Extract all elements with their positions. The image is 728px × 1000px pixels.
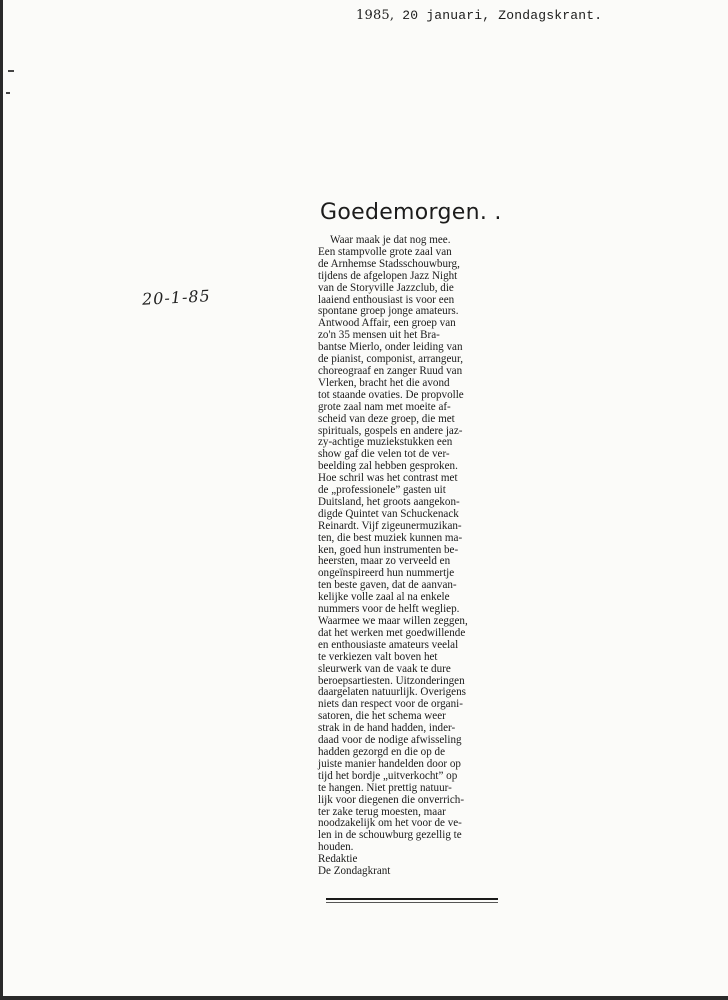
article-line: lijk voor diegenen die onverrich- bbox=[318, 793, 465, 806]
article-line: spirituals, gospels en andere jaz- bbox=[318, 424, 463, 437]
article-line: de „professionele” gasten uit bbox=[318, 484, 446, 497]
article-line: beelding zal hebben gesproken. bbox=[318, 460, 458, 473]
article-line: beroepsartiesten. Uitzonderingen bbox=[318, 674, 465, 687]
signature-line: Redaktie bbox=[318, 853, 358, 866]
article-line: tijdens de afgelopen Jazz Night bbox=[318, 269, 458, 282]
article-line: ten beste gaven, dat de aanvan- bbox=[318, 579, 457, 592]
article-line: en enthousiaste amateurs veelal bbox=[318, 638, 459, 651]
article-line: tijd het bordje „uitverkocht” op bbox=[318, 769, 458, 782]
article-line: sleurwerk van de vaak te dure bbox=[318, 662, 451, 675]
article-headline: Goedemorgen. . bbox=[320, 200, 502, 225]
article-line: kelijke volle zaal al na enkele bbox=[318, 591, 450, 604]
article-line: laaiend enthousiast is voor een bbox=[318, 293, 455, 306]
header-date-line bbox=[356, 8, 726, 23]
article-body bbox=[318, 235, 506, 854]
article-line: ongeïnspireerd hun nummertje bbox=[318, 567, 455, 580]
article-signature bbox=[318, 854, 506, 878]
article-line: van de Storyville Jazzclub, die bbox=[318, 281, 454, 294]
article-line: hadden gezorgd en die op de bbox=[318, 745, 446, 758]
margin-mark bbox=[6, 92, 10, 94]
article-line: scheid van deze groep, die met bbox=[318, 412, 455, 425]
article-line: bantse Mierlo, onder leiding van bbox=[318, 341, 463, 354]
article-line: Vlerken, bracht het die avond bbox=[318, 376, 450, 389]
article-line: daad voor de nodige afwisseling bbox=[318, 734, 462, 747]
article-line: grote zaal nam met moeite af- bbox=[318, 400, 451, 413]
article-line: nummers voor de helft wegliep. bbox=[318, 603, 460, 616]
article-line: spontane groep jonge amateurs. bbox=[318, 305, 459, 318]
article-line: zy-achtige muziekstukken een bbox=[318, 436, 453, 449]
article-line: te verkiezen valt boven het bbox=[318, 650, 438, 663]
page-bottom-edge bbox=[0, 996, 728, 1000]
handwritten-date: 20-1-85 bbox=[141, 286, 212, 309]
article-line: satoren, die het schema weer bbox=[318, 710, 446, 723]
article-line: Reinardt. Vijf zigeunermuzikan- bbox=[318, 519, 462, 532]
article-line: te hangen. Niet prettig natuur- bbox=[318, 781, 452, 794]
article-line: daargelaten natuurlijk. Overigens bbox=[318, 686, 466, 699]
article-line: Duitsland, het groots aangekon- bbox=[318, 495, 460, 508]
article-line: dat het werken met goedwillende bbox=[318, 626, 466, 639]
article-line: juiste manier handelden door op bbox=[318, 757, 461, 770]
article-line: len in de schouwburg gezellig te bbox=[318, 829, 462, 842]
article-line: ter zake terug moesten, maar bbox=[318, 805, 446, 818]
article-line: ten, die best muziek kunnen ma- bbox=[318, 531, 463, 544]
end-rule bbox=[326, 898, 498, 900]
newspaper-clipping bbox=[318, 200, 506, 903]
article-line: noodzakelijk om het voor de ve- bbox=[318, 817, 462, 830]
article-line: heersten, maar zo verveeld en bbox=[318, 555, 451, 568]
article-line: de Arnhemse Stadsschouwburg, bbox=[318, 257, 460, 270]
article-line: niets dan respect voor de organi- bbox=[318, 698, 463, 711]
article-line: Een stampvolle grote zaal van bbox=[318, 245, 452, 258]
end-rule bbox=[326, 902, 498, 903]
article-line: show gaf die velen tot de ver- bbox=[318, 448, 450, 461]
margin-mark bbox=[8, 70, 14, 72]
signature-line: De Zondagkrant bbox=[318, 865, 391, 878]
header-year: 1985, bbox=[356, 8, 395, 23]
page-left-edge bbox=[0, 0, 3, 1000]
article-line: choreograaf en zanger Ruud van bbox=[318, 364, 463, 377]
article-line: Antwood Affair, een groep van bbox=[318, 317, 456, 330]
article-line: houden. bbox=[318, 841, 354, 854]
article-line: zo'n 35 mensen uit het Bra- bbox=[318, 329, 440, 342]
article-line: tot staande ovaties. De propvolle bbox=[318, 388, 464, 401]
article-line: Waarmee we maar willen zeggen, bbox=[318, 615, 468, 627]
article-line: de pianist, componist, arrangeur, bbox=[318, 353, 463, 366]
article-line: Hoe schril was het contrast met bbox=[318, 472, 458, 485]
header-date: 20 januari, Zondagskrant. bbox=[402, 8, 603, 23]
article-line: ken, goed hun instrumenten be- bbox=[318, 543, 459, 556]
article-line: digde Quintet van Schuckenack bbox=[318, 507, 459, 520]
article-line: strak in de hand hadden, inder- bbox=[318, 722, 456, 735]
article-line: Waar maak je dat nog mee. bbox=[330, 234, 451, 246]
